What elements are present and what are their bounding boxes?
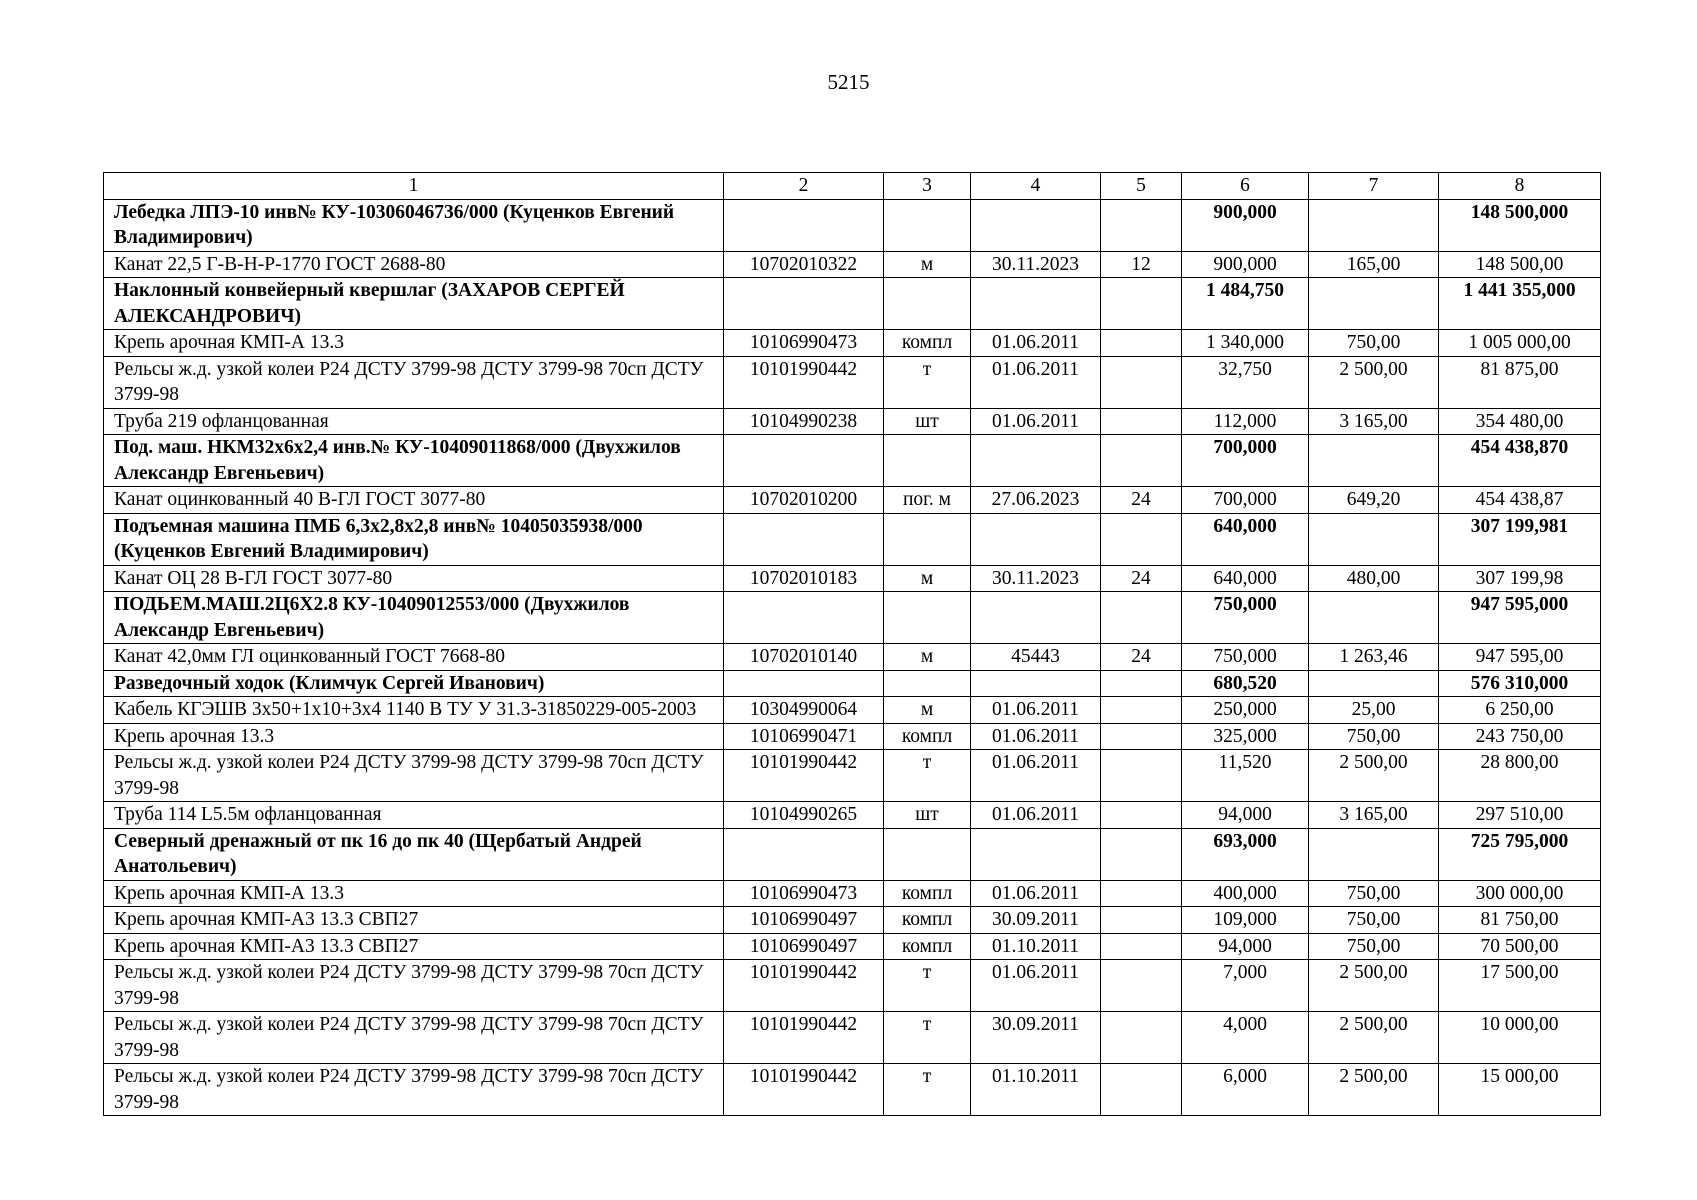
- date-cell: [971, 199, 1101, 251]
- price-cell: 165,00: [1309, 251, 1439, 278]
- date-cell: 45443: [971, 644, 1101, 671]
- unit-cell: пог. м: [884, 487, 971, 514]
- sum-cell: 725 795,000: [1439, 828, 1601, 880]
- item-code-cell: 10702010140: [724, 644, 884, 671]
- item-name-cell: Канат ОЦ 28 В-ГЛ ГОСТ 3077-80: [104, 565, 724, 592]
- quantity-cell: 4,000: [1182, 1012, 1309, 1064]
- quantity-cell: 325,000: [1182, 723, 1309, 750]
- column-header: 6: [1182, 173, 1309, 200]
- unit-cell: шт: [884, 408, 971, 435]
- unit-cell: м: [884, 697, 971, 724]
- unit-cell: м: [884, 644, 971, 671]
- item-name-cell: Лебедка ЛПЭ-10 инв№ КУ-10306046736/000 (Куценков Евгений Владимирович): [104, 199, 724, 251]
- column-header: 7: [1309, 173, 1439, 200]
- unit-cell: т: [884, 1012, 971, 1064]
- unit-cell: [884, 199, 971, 251]
- date-cell: [971, 670, 1101, 697]
- price-cell: [1309, 199, 1439, 251]
- date-cell: 01.06.2011: [971, 723, 1101, 750]
- table-row: [104, 487, 1601, 514]
- sum-cell: 28 800,00: [1439, 750, 1601, 802]
- unit-cell: м: [884, 565, 971, 592]
- item-name-cell: Подъемная машина ПМБ 6,3х2,8х2,8 инв№ 10405035938/000 (Куценков Евгений Владимирович): [104, 513, 724, 565]
- date-cell: 30.09.2011: [971, 1012, 1101, 1064]
- quantity-cell: 7,000: [1182, 960, 1309, 1012]
- quantity-cell: 1 340,000: [1182, 330, 1309, 357]
- date-cell: 27.06.2023: [971, 487, 1101, 514]
- sum-cell: 1 441 355,000: [1439, 278, 1601, 330]
- price-cell: 3 165,00: [1309, 802, 1439, 829]
- item-code-cell: 10106990497: [724, 933, 884, 960]
- group-row: [104, 435, 1601, 487]
- item-name-cell: Рельсы ж.д. узкой колеи Р24 ДСТУ 3799-98 ДСТУ 3799-98 70сп ДСТУ 3799-98: [104, 356, 724, 408]
- quantity-cell: 250,000: [1182, 697, 1309, 724]
- item-name-cell: Канат 22,5 Г-В-Н-Р-1770 ГОСТ 2688-80: [104, 251, 724, 278]
- sum-cell: 81 875,00: [1439, 356, 1601, 408]
- price-cell: 750,00: [1309, 933, 1439, 960]
- sum-cell: 576 310,000: [1439, 670, 1601, 697]
- sum-cell: 70 500,00: [1439, 933, 1601, 960]
- sum-cell: 15 000,00: [1439, 1064, 1601, 1116]
- quantity-cell: 700,000: [1182, 487, 1309, 514]
- table-row: [104, 1012, 1601, 1064]
- table-row: [104, 802, 1601, 829]
- column5-cell: [1101, 750, 1182, 802]
- sum-cell: 148 500,000: [1439, 199, 1601, 251]
- sum-cell: 148 500,00: [1439, 251, 1601, 278]
- item-name-cell: Рельсы ж.д. узкой колеи Р24 ДСТУ 3799-98 ДСТУ 3799-98 70сп ДСТУ 3799-98: [104, 750, 724, 802]
- date-cell: 01.10.2011: [971, 933, 1101, 960]
- price-cell: 25,00: [1309, 697, 1439, 724]
- quantity-cell: 6,000: [1182, 1064, 1309, 1116]
- item-code-cell: [724, 828, 884, 880]
- inventory-table: [103, 172, 1601, 1116]
- item-name-cell: Разведочный ходок (Климчук Сергей Иванович): [104, 670, 724, 697]
- date-cell: 01.10.2011: [971, 1064, 1101, 1116]
- date-cell: [971, 592, 1101, 644]
- unit-cell: компл: [884, 723, 971, 750]
- price-cell: 480,00: [1309, 565, 1439, 592]
- sum-cell: 81 750,00: [1439, 907, 1601, 934]
- item-name-cell: Труба 114 L5.5м офланцованная: [104, 802, 724, 829]
- table-row: [104, 723, 1601, 750]
- price-cell: 2 500,00: [1309, 1012, 1439, 1064]
- sum-cell: 454 438,870: [1439, 435, 1601, 487]
- price-cell: 649,20: [1309, 487, 1439, 514]
- unit-cell: [884, 513, 971, 565]
- item-code-cell: [724, 199, 884, 251]
- unit-cell: [884, 278, 971, 330]
- column5-cell: [1101, 907, 1182, 934]
- table-row: [104, 251, 1601, 278]
- price-cell: 750,00: [1309, 330, 1439, 357]
- item-name-cell: Крепь арочная КМП-А 13.3: [104, 880, 724, 907]
- date-cell: 30.11.2023: [971, 565, 1101, 592]
- group-row: [104, 670, 1601, 697]
- unit-cell: т: [884, 1064, 971, 1116]
- table-row: [104, 907, 1601, 934]
- item-code-cell: [724, 592, 884, 644]
- price-cell: 2 500,00: [1309, 356, 1439, 408]
- quantity-cell: 94,000: [1182, 933, 1309, 960]
- unit-cell: [884, 592, 971, 644]
- date-cell: [971, 513, 1101, 565]
- table-row: [104, 565, 1601, 592]
- item-name-cell: ПОДЬЕМ.МАШ.2Ц6Х2.8 КУ-10409012553/000 (Двухжилов Александр Евгеньевич): [104, 592, 724, 644]
- column-header: 4: [971, 173, 1101, 200]
- column5-cell: [1101, 697, 1182, 724]
- date-cell: 30.11.2023: [971, 251, 1101, 278]
- item-code-cell: 10106990473: [724, 330, 884, 357]
- item-code-cell: 10106990473: [724, 880, 884, 907]
- item-code-cell: 10702010200: [724, 487, 884, 514]
- item-code-cell: [724, 435, 884, 487]
- column-header: 5: [1101, 173, 1182, 200]
- date-cell: [971, 278, 1101, 330]
- item-name-cell: Канат 42,0мм ГЛ оцинкованный ГОСТ 7668-80: [104, 644, 724, 671]
- column5-cell: [1101, 330, 1182, 357]
- column5-cell: [1101, 880, 1182, 907]
- column5-cell: [1101, 670, 1182, 697]
- item-name-cell: Северный дренажный от пк 16 до пк 40 (Щербатый Андрей Анатольевич): [104, 828, 724, 880]
- quantity-cell: 109,000: [1182, 907, 1309, 934]
- quantity-cell: 640,000: [1182, 565, 1309, 592]
- quantity-cell: 94,000: [1182, 802, 1309, 829]
- item-name-cell: Крепь арочная КМП-А 13.3: [104, 330, 724, 357]
- quantity-cell: 112,000: [1182, 408, 1309, 435]
- price-cell: 750,00: [1309, 880, 1439, 907]
- unit-cell: т: [884, 356, 971, 408]
- item-code-cell: 10304990064: [724, 697, 884, 724]
- column5-cell: [1101, 1012, 1182, 1064]
- sum-cell: 947 595,00: [1439, 644, 1601, 671]
- column5-cell: [1101, 1064, 1182, 1116]
- quantity-cell: 11,520: [1182, 750, 1309, 802]
- quantity-cell: 900,000: [1182, 199, 1309, 251]
- sum-cell: 243 750,00: [1439, 723, 1601, 750]
- table-row: [104, 330, 1601, 357]
- column5-cell: 24: [1101, 644, 1182, 671]
- item-code-cell: 10106990471: [724, 723, 884, 750]
- table-row: [104, 408, 1601, 435]
- item-code-cell: [724, 513, 884, 565]
- sum-cell: 17 500,00: [1439, 960, 1601, 1012]
- price-cell: [1309, 278, 1439, 330]
- unit-cell: т: [884, 750, 971, 802]
- column-header-row: [104, 173, 1601, 200]
- table-row: [104, 1064, 1601, 1116]
- date-cell: 30.09.2011: [971, 907, 1101, 934]
- quantity-cell: 750,000: [1182, 592, 1309, 644]
- item-code-cell: [724, 670, 884, 697]
- price-cell: [1309, 435, 1439, 487]
- sum-cell: 1 005 000,00: [1439, 330, 1601, 357]
- table-row: [104, 644, 1601, 671]
- date-cell: 01.06.2011: [971, 356, 1101, 408]
- column-header: 2: [724, 173, 884, 200]
- price-cell: [1309, 828, 1439, 880]
- date-cell: 01.06.2011: [971, 408, 1101, 435]
- sum-cell: 297 510,00: [1439, 802, 1601, 829]
- unit-cell: т: [884, 960, 971, 1012]
- unit-cell: шт: [884, 802, 971, 829]
- item-code-cell: 10101990442: [724, 1012, 884, 1064]
- sum-cell: 300 000,00: [1439, 880, 1601, 907]
- column-header: 1: [104, 173, 724, 200]
- column5-cell: [1101, 960, 1182, 1012]
- quantity-cell: 1 484,750: [1182, 278, 1309, 330]
- item-code-cell: [724, 278, 884, 330]
- column5-cell: 24: [1101, 487, 1182, 514]
- quantity-cell: 640,000: [1182, 513, 1309, 565]
- price-cell: [1309, 592, 1439, 644]
- date-cell: 01.06.2011: [971, 802, 1101, 829]
- group-row: [104, 513, 1601, 565]
- sum-cell: 354 480,00: [1439, 408, 1601, 435]
- item-code-cell: 10702010183: [724, 565, 884, 592]
- unit-cell: компл: [884, 907, 971, 934]
- table-row: [104, 933, 1601, 960]
- sum-cell: 307 199,981: [1439, 513, 1601, 565]
- group-row: [104, 278, 1601, 330]
- price-cell: 3 165,00: [1309, 408, 1439, 435]
- item-code-cell: 10101990442: [724, 750, 884, 802]
- column5-cell: 24: [1101, 565, 1182, 592]
- column5-cell: [1101, 435, 1182, 487]
- price-cell: 1 263,46: [1309, 644, 1439, 671]
- date-cell: 01.06.2011: [971, 330, 1101, 357]
- item-code-cell: 10101990442: [724, 1064, 884, 1116]
- price-cell: [1309, 513, 1439, 565]
- sum-cell: 10 000,00: [1439, 1012, 1601, 1064]
- column5-cell: [1101, 723, 1182, 750]
- price-cell: 2 500,00: [1309, 1064, 1439, 1116]
- quantity-cell: 750,000: [1182, 644, 1309, 671]
- column5-cell: [1101, 408, 1182, 435]
- item-name-cell: Рельсы ж.д. узкой колеи Р24 ДСТУ 3799-98 ДСТУ 3799-98 70сп ДСТУ 3799-98: [104, 1012, 724, 1064]
- group-row: [104, 592, 1601, 644]
- item-name-cell: Рельсы ж.д. узкой колеи Р24 ДСТУ 3799-98 ДСТУ 3799-98 70сп ДСТУ 3799-98: [104, 1064, 724, 1116]
- table-row: [104, 697, 1601, 724]
- column5-cell: [1101, 592, 1182, 644]
- column-header: 3: [884, 173, 971, 200]
- item-name-cell: Крепь арочная 13.3: [104, 723, 724, 750]
- date-cell: 01.06.2011: [971, 960, 1101, 1012]
- column5-cell: 12: [1101, 251, 1182, 278]
- sum-cell: 947 595,000: [1439, 592, 1601, 644]
- column5-cell: [1101, 513, 1182, 565]
- quantity-cell: 900,000: [1182, 251, 1309, 278]
- group-row: [104, 199, 1601, 251]
- quantity-cell: 680,520: [1182, 670, 1309, 697]
- item-name-cell: Канат оцинкованный 40 В-ГЛ ГОСТ 3077-80: [104, 487, 724, 514]
- sum-cell: 6 250,00: [1439, 697, 1601, 724]
- column5-cell: [1101, 828, 1182, 880]
- price-cell: 750,00: [1309, 907, 1439, 934]
- table-row: [104, 960, 1601, 1012]
- item-name-cell: Наклонный конвейерный квершлаг (ЗАХАРОВ СЕРГЕЙ АЛЕКСАНДРОВИЧ): [104, 278, 724, 330]
- date-cell: 01.06.2011: [971, 697, 1101, 724]
- table-row: [104, 750, 1601, 802]
- item-code-cell: 10104990238: [724, 408, 884, 435]
- item-code-cell: 10702010322: [724, 251, 884, 278]
- unit-cell: компл: [884, 880, 971, 907]
- item-name-cell: Крепь арочная КМП-А3 13.3 СВП27: [104, 933, 724, 960]
- table-row: [104, 356, 1601, 408]
- quantity-cell: 400,000: [1182, 880, 1309, 907]
- item-name-cell: Под. маш. НКМ32х6х2,4 инв.№ КУ-10409011868/000 (Двухжилов Александр Евгеньевич): [104, 435, 724, 487]
- item-name-cell: Кабель КГЭШВ 3х50+1х10+3х4 1140 В ТУ У 31.3-31850229-005-2003: [104, 697, 724, 724]
- table-body: [104, 199, 1601, 1116]
- column5-cell: [1101, 278, 1182, 330]
- price-cell: 750,00: [1309, 723, 1439, 750]
- price-cell: 2 500,00: [1309, 750, 1439, 802]
- group-row: [104, 828, 1601, 880]
- item-name-cell: Труба 219 офланцованная: [104, 408, 724, 435]
- item-code-cell: 10101990442: [724, 960, 884, 1012]
- column5-cell: [1101, 199, 1182, 251]
- column-header: 8: [1439, 173, 1601, 200]
- unit-cell: м: [884, 251, 971, 278]
- quantity-cell: 693,000: [1182, 828, 1309, 880]
- column5-cell: [1101, 933, 1182, 960]
- date-cell: [971, 435, 1101, 487]
- quantity-cell: 32,750: [1182, 356, 1309, 408]
- table-row: [104, 880, 1601, 907]
- item-code-cell: 10106990497: [724, 907, 884, 934]
- unit-cell: компл: [884, 330, 971, 357]
- price-cell: [1309, 670, 1439, 697]
- unit-cell: [884, 670, 971, 697]
- unit-cell: компл: [884, 933, 971, 960]
- item-code-cell: 10104990265: [724, 802, 884, 829]
- unit-cell: [884, 435, 971, 487]
- date-cell: 01.06.2011: [971, 750, 1101, 802]
- item-code-cell: 10101990442: [724, 356, 884, 408]
- date-cell: 01.06.2011: [971, 880, 1101, 907]
- sum-cell: 307 199,98: [1439, 565, 1601, 592]
- sum-cell: 454 438,87: [1439, 487, 1601, 514]
- price-cell: 2 500,00: [1309, 960, 1439, 1012]
- unit-cell: [884, 828, 971, 880]
- date-cell: [971, 828, 1101, 880]
- item-name-cell: Крепь арочная КМП-А3 13.3 СВП27: [104, 907, 724, 934]
- page-number: 5215: [827, 70, 870, 94]
- item-name-cell: Рельсы ж.д. узкой колеи Р24 ДСТУ 3799-98 ДСТУ 3799-98 70сп ДСТУ 3799-98: [104, 960, 724, 1012]
- quantity-cell: 700,000: [1182, 435, 1309, 487]
- column5-cell: [1101, 356, 1182, 408]
- column5-cell: [1101, 802, 1182, 829]
